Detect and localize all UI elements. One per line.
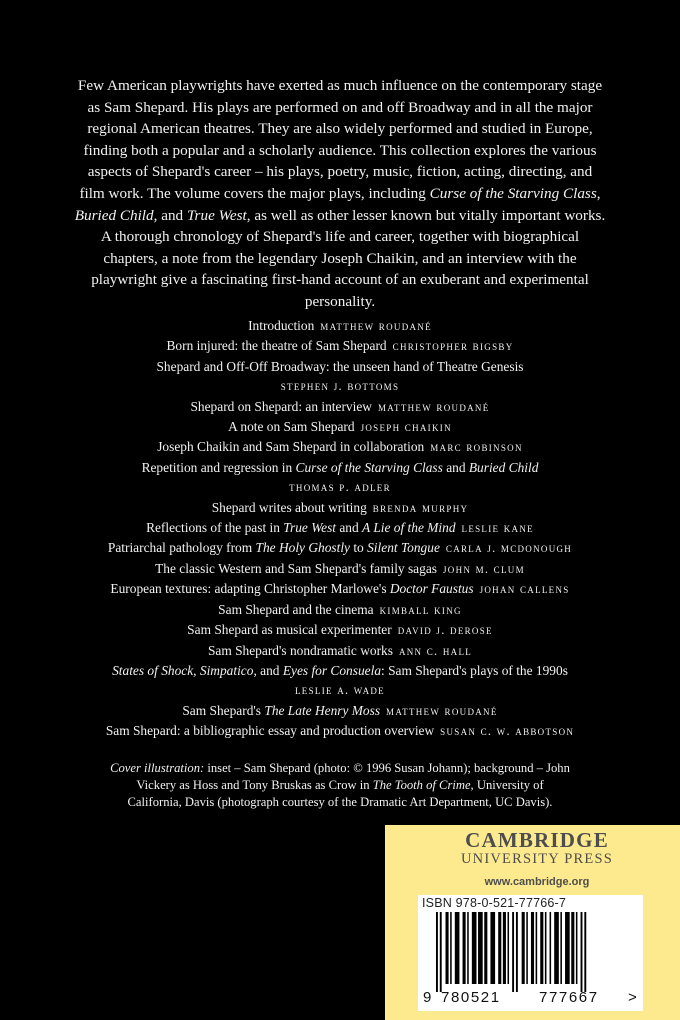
- chapter-author: stephen j. bottoms: [280, 379, 400, 394]
- publisher-logo: CAMBRIDGE: [465, 828, 609, 852]
- chapter-title: A note on Sam Shepard: [228, 419, 355, 435]
- chapter-author: thomas p. adler: [289, 480, 391, 495]
- chapter-author: christopher bigsby: [392, 339, 514, 354]
- barcode-icon: [418, 912, 643, 994]
- toc-entry: [40, 701, 640, 721]
- chapter-title: , and: [253, 662, 283, 678]
- barcode-right-digits: 777667: [539, 989, 599, 1006]
- chapter-author: kimball king: [379, 602, 462, 617]
- cover-illustration-credit: [110, 760, 570, 811]
- credit-text: , University of California, Davis (photograph courtesy of the Dramatic Art Department, UC Davis).: [127, 778, 553, 809]
- toc-entry-author-line: [40, 680, 640, 700]
- blurb-paragraph: [74, 75, 606, 313]
- publisher-subtitle: UNIVERSITY PRESS: [460, 851, 613, 867]
- chapter-author: johan callens: [479, 582, 570, 597]
- chapter-title: and: [442, 459, 469, 475]
- chapter-title: Joseph Chaikin and Sam Shepard in collaboration: [157, 439, 425, 455]
- toc-entry: [40, 336, 640, 356]
- chapter-title-italic: Buried Child: [468, 459, 539, 475]
- chapter-title: Shepard on Shepard: an interview: [190, 398, 372, 414]
- chapter-title-italic: Curse of the Starving Class: [295, 459, 443, 475]
- chapter-title: Repetition and regression in: [141, 459, 296, 475]
- chapter-title: Sam Shepard's: [182, 702, 265, 718]
- chapter-author: marc robinson: [430, 440, 523, 455]
- toc-entry: [40, 458, 640, 477]
- chapter-title: Shepard and Off-Off Broadway: the unseen hand of Theatre Genesis: [156, 358, 524, 374]
- credit-label: Cover illustration:: [110, 761, 205, 775]
- chapter-title: The classic Western and Sam Shepard's family sagas: [155, 560, 437, 576]
- chapter-title: European textures: adapting Christopher Marlowe's: [110, 581, 390, 597]
- barcode-left-digits: 780521: [441, 989, 501, 1006]
- blurb-text: , as well as other lesser known but vitally important works. A thorough chronology of Shepard's life and career, together with biographical chapters, a note from the legendary Joseph Chaikin, and an interview with the playwright give a fascinating first-hand account of an exuberant and experimental personality.: [91, 206, 606, 310]
- chapter-title: Sam Shepard's nondramatic works: [207, 642, 393, 658]
- chapter-title: Sam Shepard: a bibliographic essay and production overview: [105, 723, 435, 739]
- chapter-title: ,: [193, 662, 200, 678]
- chapter-author: susan c. w. abbotson: [440, 724, 575, 739]
- barcode-digits: [421, 989, 643, 1009]
- chapter-title-italic: True West: [283, 520, 337, 536]
- credit-text: inset – Sam Shepard (photo: © 1996 Susan Johann); background – John Vickery as Hoss and Tony Bruskas as Crow in: [136, 761, 570, 792]
- chapter-title: Sam Shepard and the cinema: [218, 601, 374, 617]
- blurb-title: True West: [186, 206, 247, 224]
- blurb-text: , and: [153, 206, 187, 224]
- chapter-title: Patriarchal pathology from: [107, 540, 256, 556]
- chapter-title: Sam Shepard as musical experimenter: [187, 622, 392, 638]
- toc-entry-author-line: [40, 376, 640, 396]
- barcode-first-digit: 9: [423, 989, 432, 1006]
- chapter-author: joseph chaikin: [360, 420, 452, 435]
- toc-entry: [40, 397, 640, 417]
- toc-entry-author-line: [40, 477, 640, 497]
- toc-entry: [40, 600, 640, 620]
- toc-entry: [40, 437, 640, 457]
- chapter-title: Shepard writes about writing: [211, 499, 367, 515]
- chapter-author: brenda murphy: [372, 500, 469, 515]
- toc-entry: [40, 538, 640, 558]
- chapter-title-italic: States of Shock: [112, 662, 194, 678]
- toc-entry: [40, 641, 640, 661]
- toc-entry: [40, 661, 640, 680]
- chapter-title-italic: The Holy Ghostly: [255, 540, 350, 556]
- isbn-label: ISBN 978-0-521-77766-7: [422, 896, 567, 910]
- toc-entry: [40, 721, 640, 741]
- toc-entry: [40, 498, 640, 518]
- chapter-title: Reflections of the past in: [146, 520, 284, 536]
- toc-entry: [40, 417, 640, 437]
- chapter-author: matthew roudané: [320, 319, 432, 333]
- chapter-title-italic: Doctor Faustus: [389, 581, 474, 597]
- chapter-author: john m. clum: [442, 561, 525, 576]
- chapter-author: david j. derose: [397, 623, 493, 638]
- toc-entry: [40, 357, 640, 376]
- chapter-title: Born injured: the theatre of Sam Shepard: [166, 338, 387, 354]
- chapter-title-italic: Simpatico: [199, 662, 254, 678]
- chapter-author: leslie kane: [461, 521, 534, 536]
- publisher-url: www.cambridge.org: [484, 876, 590, 888]
- credit-title: The Tooth of Crime: [372, 778, 471, 792]
- chapter-title-italic: Eyes for Consuela: [282, 662, 382, 678]
- barcode-marker: >: [628, 989, 637, 1006]
- chapter-author: leslie a. wade: [295, 683, 385, 698]
- chapter-author: matthew roudané: [386, 703, 498, 718]
- toc-entry: [40, 579, 640, 599]
- chapter-title: : Sam Shepard's plays of the 1990s: [381, 662, 568, 678]
- chapter-author: carla j. mcdonough: [445, 541, 573, 556]
- chapter-title-italic: The Late Henry Moss: [264, 702, 381, 718]
- chapter-author: matthew roudané: [377, 399, 490, 414]
- toc-entry: [40, 559, 640, 579]
- table-of-contents: [40, 316, 640, 742]
- chapter-title-italic: Silent Tongue: [367, 540, 440, 556]
- toc-entry: [40, 518, 640, 538]
- blurb-text: ,: [596, 184, 601, 202]
- barcode-panel: [418, 895, 643, 1011]
- chapter-title: and: [336, 520, 363, 536]
- toc-entry: [40, 316, 640, 336]
- chapter-title: Introduction: [248, 318, 315, 333]
- toc-entry: [40, 620, 640, 640]
- chapter-author: ann c. hall: [398, 643, 473, 658]
- chapter-title-italic: A Lie of the Mind: [362, 520, 456, 536]
- blurb-title: Curse of the Starving Class: [429, 184, 597, 202]
- blurb-title: Buried Child: [74, 206, 154, 224]
- chapter-title: to: [349, 540, 368, 556]
- publisher-panel: [385, 825, 680, 1020]
- blurb-text: Few American playwrights have exerted as much influence on the contemporary stage as Sam Shepard. His plays are performed on and off Broadway and in all the major regional American theatres. They are also widely performed and studied in Europe, finding both a popular and a scholarly audience. This collection explores the various aspects of Shepard's career – his plays, poetry, music, fiction, acting, directing, and film work. The volume covers the major plays, including: [77, 77, 603, 202]
